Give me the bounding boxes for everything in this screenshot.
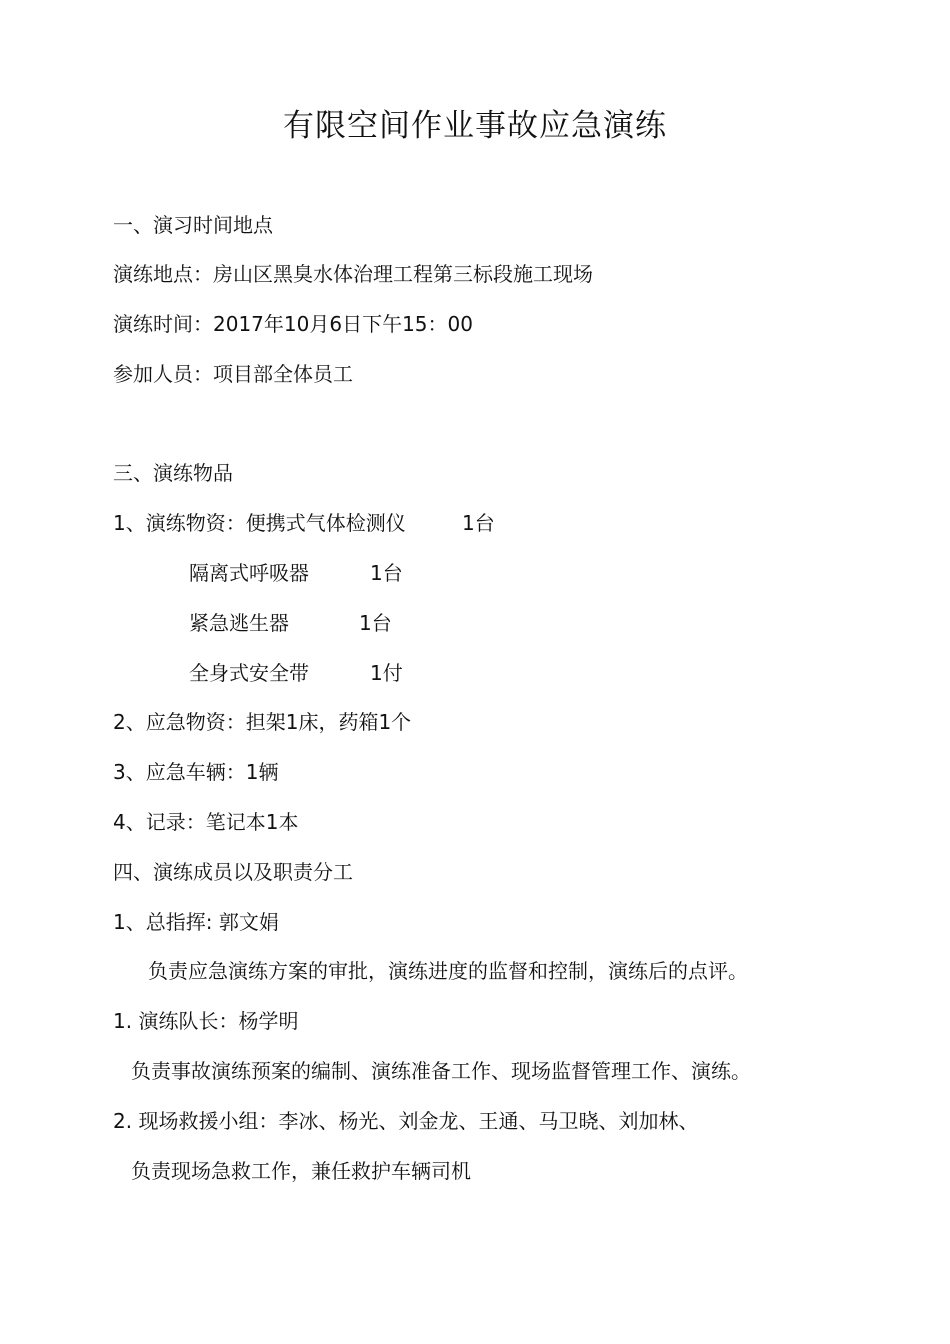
material-item-qty: 1付 xyxy=(370,661,403,685)
emergency-vehicle: 3、应急车辆：1辆 xyxy=(113,760,279,784)
material-item-name: 紧急逃生器 xyxy=(189,611,289,635)
section1-heading: 一、演习时间地点 xyxy=(113,213,273,237)
rescue-duty: 负责现场急救工作，兼任救护车辆司机 xyxy=(131,1159,471,1183)
materials-prefix: 1、演练物资： xyxy=(113,511,246,535)
captain-duty: 负责事故演练预案的编制、演练准备工作、现场监督管理工作、演练。 xyxy=(131,1059,751,1083)
commander: 1、总指挥: 郭文娟 xyxy=(113,910,279,934)
drill-participants: 参加人员：项目部全体员工 xyxy=(113,362,353,386)
commander-duty: 负责应急演练方案的审批，演练进度的监督和控制，演练后的点评。 xyxy=(148,959,748,983)
captain: 1. 演练队长：杨学明 xyxy=(113,1009,299,1033)
records: 4、记录：笔记本1本 xyxy=(113,810,299,834)
material-item-qty: 1台 xyxy=(359,611,392,635)
drill-location: 演练地点：房山区黑臭水体治理工程第三标段施工现场 xyxy=(113,262,593,286)
materials-line xyxy=(113,509,406,537)
material-item-qty: 1台 xyxy=(462,511,495,535)
section4-heading: 四、演练成员以及职责分工 xyxy=(113,860,353,884)
material-item-name: 全身式安全带 xyxy=(189,661,309,685)
material-item-name: 隔离式呼吸器 xyxy=(189,561,309,585)
section3-heading: 三、演练物品 xyxy=(113,461,233,485)
rescue-team: 2. 现场救援小组：李冰、杨光、刘金龙、王通、马卫晓、刘加林、 xyxy=(113,1109,699,1133)
material-item-name: 便携式气体检测仪 xyxy=(245,511,406,535)
drill-time: 演练时间：2017年10月6日下午15：00 xyxy=(113,312,473,336)
emergency-supplies: 2、应急物资：担架1床，药箱1个 xyxy=(113,710,412,734)
document-title: 有限空间作业事故应急演练 xyxy=(283,108,667,144)
material-item-qty: 1台 xyxy=(370,561,403,585)
